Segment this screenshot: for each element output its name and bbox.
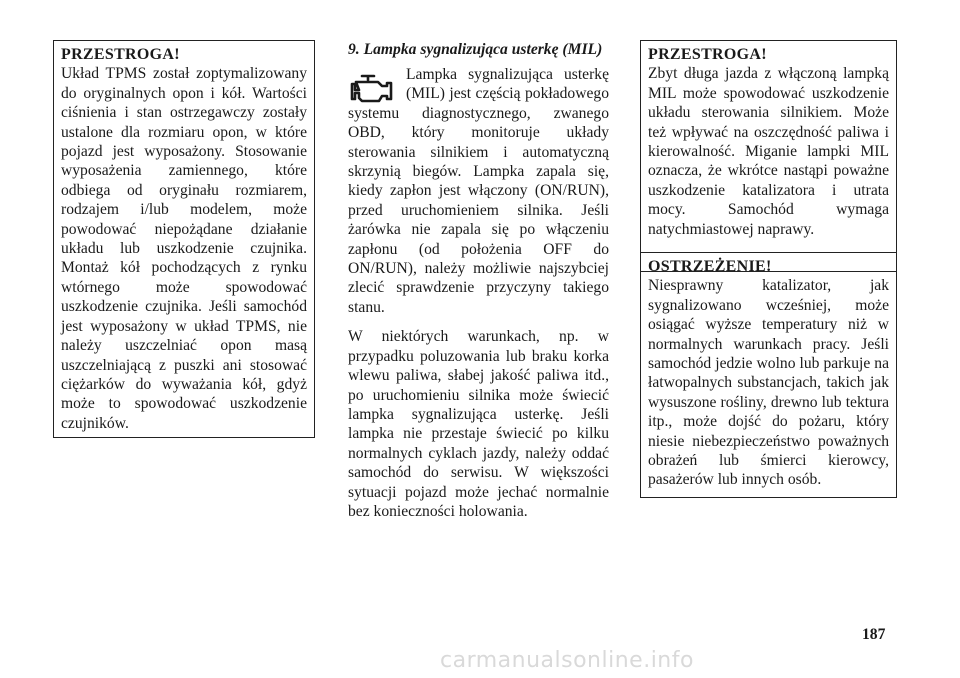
catalyst-caution-box — [640, 252, 897, 498]
mil-warning-box — [640, 40, 897, 272]
caution-text: Niesprawny katalizator, jak sygnalizowano wcześniej, może osiągać wyższe temperatury niż w normalnych warunkach pracy. Jeśli samochód jedzie wolno lub parkuje na łatwopalnych substancjach, takich jak wysuszone rośliny, drewno lub tektura itp., może dojść do pożaru, który niesie niebezpieczeństwo poważnych obrażeń lub śmierci kierowcy, pasażerów lub innych osób. — [648, 277, 889, 489]
caution-title: OSTRZEŻENIE! — [648, 258, 772, 275]
warning-text: Układ TPMS został zoptymalizowany do oryginalnych opon i kół. Wartości ciśnienia i stan ostrzegawczy zostały ustalone dla rozmiaru opon, w które pojazd jest wyposażony. Stosowanie wyposażenia zamiennego, które odbiega od oryginału rozmiarem, rodzajem i/lub modelem, może powodować niepożądane działanie układu lub uszkodzenie czujnika. Montaż kół pochodzących z rynku wtórnego może spowodować uszkodzenie czujnika. Jeśli samochód jest wyposażony w układ TPMS, nie należy uszczelniać opon masą uszczelniającą z puszki ani stosować ciężarków do wyważania kół, gdyż może to spowodować uszkodzenie czujników. — [61, 65, 307, 432]
watermark: carmanualsonline.info — [440, 648, 694, 673]
warning-title: PRZESTROGA! — [648, 46, 767, 63]
page-number: 187 — [862, 626, 886, 643]
mil-paragraph-1: Lampka sygnalizująca usterkę (MIL) jest częścią pokładowego systemu diagnostycznego, zwanego OBD, który monitoruje układy sterowania silnikiem i automatyczną skrzynią biegów. Lampka zapala się, kiedy zapłon jest włączony (ON/RUN), przed uruchomieniem silnika. Jeśli żarówka nie zapala się po włączeniu zapłonu (od położenia OFF do ON/RUN), należy możliwie najszybciej zlecić sprawdzenie przyczyny takiego stanu. — [348, 66, 609, 316]
warning-text: Zbyt długa jazda z włączoną lampką MIL może spowodować uszkodzenie układu sterowania silnikiem. Może też wpływać na oszczędność paliwa i kierowalność. Miganie lampki MIL oznacza, że wkrótce nastąpi poważne uszkodzenie katalizatora i utrata mocy. Samochód wymaga natychmiastowej naprawy. — [648, 65, 889, 238]
check-engine-icon — [348, 69, 400, 103]
mil-intro — [348, 65, 609, 317]
warning-title: PRZESTROGA! — [61, 46, 180, 63]
section-heading: 9. Lampka sygnalizująca usterkę (MIL) — [348, 41, 603, 58]
mil-section — [348, 40, 609, 531]
tpms-warning-box — [53, 40, 315, 438]
mil-paragraph-2: W niektórych warunkach, np. w przypadku poluzowania lub braku korka wlewu paliwa, słabej jakość paliwa itd., po uruchomieniu silnika może świecić lampka sygnalizująca usterkę. Jeśli lampka nie przestaje świecić po kilku normalnych cyklach jazdy, należy oddać samochód do serwisu. W większości sytuacji pojazd może jechać normalnie bez konieczności holowania. — [348, 328, 609, 520]
